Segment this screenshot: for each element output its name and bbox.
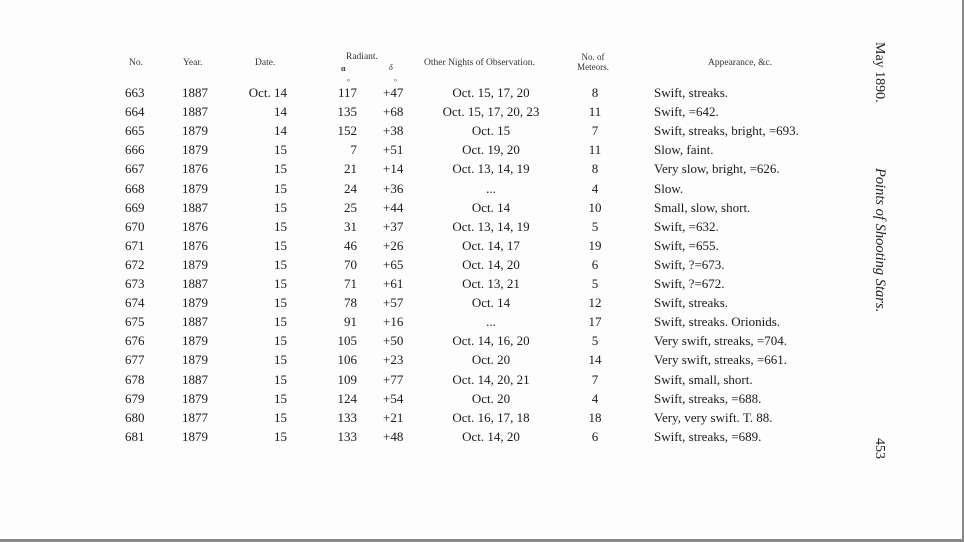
cell-meteors: 19 bbox=[588, 237, 602, 253]
cell-year: 1887 bbox=[182, 104, 208, 120]
table-row bbox=[0, 295, 860, 314]
cell-meteors: 5 bbox=[591, 218, 599, 234]
cell-declination: +44 bbox=[383, 199, 404, 215]
cell-appearance: Small, slow, short. bbox=[654, 199, 751, 215]
cell-date: 15 bbox=[274, 256, 287, 272]
cell-date: 15 bbox=[274, 314, 287, 330]
header-meteors-line1: No. of bbox=[581, 52, 605, 62]
cell-other-nights: Oct. 20 bbox=[471, 352, 511, 368]
cell-date: 15 bbox=[274, 276, 287, 291]
cell-year: 1887 bbox=[182, 314, 208, 330]
cell-right-ascension: 117 bbox=[337, 85, 357, 100]
table-row bbox=[0, 257, 860, 276]
cell-meteors: 10 bbox=[588, 199, 602, 215]
header-appearance: Appearance, &c. bbox=[708, 58, 773, 68]
cell-date: 14 bbox=[274, 104, 287, 120]
cell-year: 1877 bbox=[182, 409, 208, 425]
cell-date: 15 bbox=[274, 199, 287, 215]
table-row bbox=[0, 314, 860, 333]
cell-declination: +54 bbox=[383, 390, 404, 406]
cell-appearance: Very swift, streaks, =661. bbox=[654, 352, 787, 368]
cell-year: 1879 bbox=[182, 333, 208, 349]
cell-year: 1879 bbox=[182, 123, 208, 139]
cell-right-ascension: 70 bbox=[344, 256, 357, 272]
cell-declination: +77 bbox=[383, 371, 404, 387]
cell-other-nights: Oct. 15, 17, 20, 23 bbox=[442, 104, 540, 120]
cell-right-ascension: 31 bbox=[344, 218, 357, 234]
cell-date: 15 bbox=[274, 352, 287, 368]
cell-other-nights: Oct. 19, 20 bbox=[462, 142, 520, 158]
table-row bbox=[0, 78, 860, 104]
cell-meteors: 14 bbox=[588, 352, 602, 368]
cell-other-nights: Oct. 14 bbox=[471, 199, 511, 215]
cell-date: 15 bbox=[274, 161, 287, 177]
cell-declination: +26 bbox=[383, 237, 404, 253]
cell-meteors: 6 bbox=[591, 256, 599, 272]
cell-year: 1887 bbox=[182, 199, 208, 215]
table-row bbox=[0, 181, 860, 200]
header-year: Year. bbox=[183, 58, 203, 68]
cell-year: 1879 bbox=[182, 180, 208, 196]
table-row bbox=[0, 219, 860, 238]
table-row bbox=[0, 142, 860, 161]
cell-year: 1876 bbox=[182, 218, 208, 234]
header-meteors bbox=[568, 52, 618, 72]
cell-no: 676 bbox=[125, 333, 145, 349]
cell-declination: +23 bbox=[383, 352, 404, 368]
cell-date: 15 bbox=[274, 428, 287, 444]
cell-right-ascension: 24 bbox=[344, 180, 357, 196]
cell-declination: +38 bbox=[383, 123, 404, 139]
cell-no: 679 bbox=[125, 390, 145, 406]
cell-no: 669 bbox=[125, 199, 145, 215]
cell-declination: +65 bbox=[383, 256, 404, 272]
cell-appearance: Swift, small, short. bbox=[654, 371, 753, 387]
cell-no: 668 bbox=[125, 180, 145, 196]
cell-appearance: Swift, streaks, =688. bbox=[654, 390, 762, 406]
cell-meteors: 17 bbox=[588, 314, 602, 330]
cell-appearance: Swift, streaks. bbox=[654, 85, 729, 100]
cell-other-nights: Oct. 13, 14, 19 bbox=[452, 161, 530, 177]
cell-right-ascension: 152 bbox=[337, 123, 357, 139]
cell-year: 1879 bbox=[182, 256, 208, 272]
cell-meteors: 4 bbox=[591, 180, 599, 196]
cell-meteors: 7 bbox=[591, 371, 599, 387]
header-delta: δ bbox=[389, 63, 393, 72]
page-number: 453 bbox=[872, 438, 887, 459]
cell-other-nights: Oct. 15, 17, 20 bbox=[452, 85, 530, 100]
cell-appearance: Very, very swift. T. 88. bbox=[654, 409, 773, 425]
cell-date: 15 bbox=[274, 180, 287, 196]
cell-no: 681 bbox=[125, 428, 145, 444]
header-meteors-line2: Meteors. bbox=[577, 62, 609, 72]
cell-other-nights: Oct. 14, 20, 21 bbox=[452, 371, 530, 387]
header-no: No. bbox=[129, 58, 143, 68]
cell-no: 674 bbox=[125, 295, 145, 311]
cell-no: 675 bbox=[125, 314, 145, 330]
cell-date: 14 bbox=[274, 123, 287, 139]
cell-meteors: 6 bbox=[591, 428, 599, 444]
cell-right-ascension: 106 bbox=[337, 352, 357, 368]
header-radiant: Radiant. bbox=[346, 52, 378, 62]
table-row bbox=[0, 238, 860, 257]
cell-declination: +50 bbox=[383, 333, 404, 349]
cell-other-nights: Oct. 20 bbox=[471, 390, 511, 406]
cell-no: 673 bbox=[125, 276, 145, 291]
cell-right-ascension: 78 bbox=[344, 295, 357, 311]
cell-year: 1887 bbox=[182, 276, 208, 291]
cell-appearance: Very swift, streaks, =704. bbox=[654, 333, 787, 349]
table-row bbox=[0, 410, 860, 429]
cell-year: 1879 bbox=[182, 295, 208, 311]
cell-meteors: 8 bbox=[591, 85, 599, 100]
cell-declination: +57 bbox=[383, 295, 404, 311]
cell-appearance: Swift, streaks, bright, =693. bbox=[654, 123, 799, 139]
cell-year: 1876 bbox=[182, 161, 208, 177]
cell-other-nights: Oct. 14, 20 bbox=[462, 428, 520, 444]
table-row bbox=[0, 123, 860, 142]
running-head-title: Points of Shooting Stars. bbox=[872, 168, 888, 313]
cell-date: 15 bbox=[274, 333, 287, 349]
header-other-nights: Other Nights of Observation. bbox=[424, 58, 535, 68]
table-row bbox=[0, 372, 860, 391]
cell-declination: +37 bbox=[383, 218, 404, 234]
table-row bbox=[0, 161, 860, 180]
cell-other-nights: Oct. 15 bbox=[471, 123, 511, 139]
cell-appearance: Swift, streaks. Orionids. bbox=[654, 314, 781, 330]
cell-right-ascension: 7 bbox=[350, 142, 357, 158]
cell-appearance: Swift, ?=673. bbox=[654, 256, 725, 272]
header-date: Date. bbox=[255, 58, 276, 68]
cell-appearance: Slow. bbox=[654, 180, 684, 196]
cell-no: 672 bbox=[125, 256, 145, 272]
cell-appearance: Swift, =655. bbox=[654, 237, 719, 253]
cell-no: 664 bbox=[125, 104, 145, 120]
cell-meteors: 11 bbox=[588, 104, 602, 120]
cell-year: 1887 bbox=[182, 85, 208, 100]
cell-meteors: 5 bbox=[591, 333, 599, 349]
cell-declination: +51 bbox=[383, 142, 404, 158]
cell-other-nights: Oct. 13, 14, 19 bbox=[452, 218, 530, 234]
cell-right-ascension: 135 bbox=[337, 104, 357, 120]
cell-appearance: Swift, streaks, =689. bbox=[654, 428, 762, 444]
cell-meteors: 7 bbox=[591, 123, 599, 139]
cell-date: 15 bbox=[274, 390, 287, 406]
cell-other-nights: Oct. 13, 21 bbox=[462, 276, 520, 291]
cell-no: 677 bbox=[125, 352, 145, 368]
cell-appearance: Slow, faint. bbox=[654, 142, 714, 158]
cell-no: 670 bbox=[125, 218, 145, 234]
cell-date: 15 bbox=[274, 371, 287, 387]
table-row bbox=[0, 200, 860, 219]
degree-mark: ° bbox=[347, 78, 350, 86]
running-head-date: May 1890. bbox=[872, 42, 887, 103]
cell-appearance: Swift, ?=672. bbox=[654, 276, 725, 291]
cell-declination: +16 bbox=[383, 314, 404, 330]
cell-no: 678 bbox=[125, 371, 145, 387]
table-row bbox=[0, 276, 860, 295]
degree-mark: ° bbox=[394, 78, 397, 86]
cell-appearance: Very slow, bright, =626. bbox=[654, 161, 780, 177]
cell-right-ascension: 124 bbox=[337, 390, 357, 406]
cell-declination: +21 bbox=[383, 409, 404, 425]
cell-no: 665 bbox=[125, 123, 145, 139]
cell-meteors: 11 bbox=[588, 142, 602, 158]
cell-right-ascension: 71 bbox=[344, 276, 357, 291]
cell-appearance: Swift, =632. bbox=[654, 218, 719, 234]
cell-year: 1879 bbox=[182, 142, 208, 158]
cell-no: 680 bbox=[125, 409, 145, 425]
cell-right-ascension: 105 bbox=[337, 333, 357, 349]
cell-right-ascension: 25 bbox=[344, 199, 357, 215]
cell-appearance: Swift, =642. bbox=[654, 104, 719, 120]
header-alpha: α bbox=[341, 64, 346, 73]
cell-meteors: 18 bbox=[588, 409, 602, 425]
cell-date: 15 bbox=[274, 218, 287, 234]
cell-meteors: 5 bbox=[591, 276, 599, 291]
cell-date: 15 bbox=[274, 295, 287, 311]
table-row bbox=[0, 333, 860, 352]
cell-other-nights: Oct. 14, 17 bbox=[462, 237, 520, 253]
cell-year: 1879 bbox=[182, 352, 208, 368]
cell-declination: +68 bbox=[383, 104, 404, 120]
cell-right-ascension: 133 bbox=[337, 409, 357, 425]
cell-year: 1879 bbox=[182, 428, 208, 444]
cell-declination: +48 bbox=[383, 428, 404, 444]
cell-right-ascension: 91 bbox=[344, 314, 357, 330]
cell-right-ascension: 21 bbox=[344, 161, 357, 177]
cell-meteors: 12 bbox=[588, 295, 602, 311]
cell-year: 1879 bbox=[182, 390, 208, 406]
cell-declination: +14 bbox=[383, 161, 404, 177]
cell-right-ascension: 46 bbox=[344, 237, 357, 253]
cell-no: 671 bbox=[125, 237, 145, 253]
cell-appearance: Swift, streaks. bbox=[654, 295, 729, 311]
cell-declination: +61 bbox=[383, 276, 404, 291]
table-row bbox=[0, 104, 860, 123]
cell-other-nights: ... bbox=[486, 314, 496, 330]
table-row bbox=[0, 352, 860, 371]
cell-date: 15 bbox=[274, 237, 287, 253]
cell-date: 15 bbox=[274, 142, 287, 158]
cell-year: 1887 bbox=[182, 371, 208, 387]
cell-no: 666 bbox=[125, 142, 145, 158]
cell-other-nights: Oct. 14, 20 bbox=[462, 256, 520, 272]
cell-right-ascension: 109 bbox=[337, 371, 357, 387]
cell-meteors: 8 bbox=[591, 161, 599, 177]
cell-meteors: 4 bbox=[591, 390, 599, 406]
cell-declination: +36 bbox=[383, 180, 404, 196]
cell-date: Oct. 14 bbox=[248, 85, 287, 100]
cell-no: 667 bbox=[125, 161, 145, 177]
cell-other-nights: ... bbox=[486, 180, 496, 196]
cell-year: 1876 bbox=[182, 237, 208, 253]
cell-declination: +47 bbox=[383, 85, 404, 100]
table-row bbox=[0, 429, 860, 448]
cell-other-nights: Oct. 16, 17, 18 bbox=[452, 409, 530, 425]
cell-date: 15 bbox=[274, 409, 287, 425]
cell-other-nights: Oct. 14, 16, 20 bbox=[452, 333, 530, 349]
cell-other-nights: Oct. 14 bbox=[471, 295, 511, 311]
cell-right-ascension: 133 bbox=[337, 428, 357, 444]
cell-no: 663 bbox=[125, 85, 145, 100]
table-row bbox=[0, 391, 860, 410]
